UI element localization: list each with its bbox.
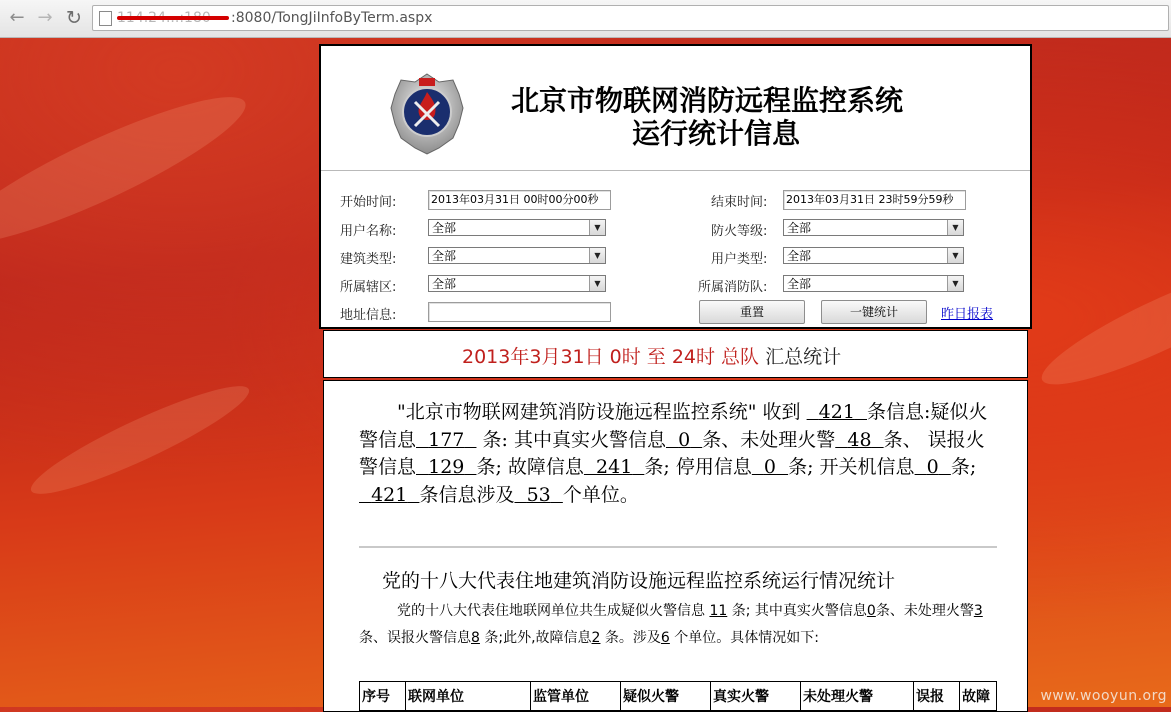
chevron-down-icon[interactable]: ▼: [589, 276, 605, 291]
power-count: 0: [926, 456, 939, 478]
report-text: 条;: [950, 456, 977, 478]
header-divider: [321, 170, 1030, 171]
page-title-line1: 北京市物联网消防远程监控系统: [511, 84, 904, 117]
header-panel: [319, 44, 1032, 329]
fire-brigade-label: 所属消防队:: [698, 280, 768, 295]
congress-suspected-count: 11: [709, 603, 728, 619]
background-streak: [1032, 247, 1171, 402]
report-panel: [323, 380, 1028, 712]
congress-unhandled-count: 3: [973, 603, 983, 619]
congress-text: 个单位。具体情况如下:: [674, 630, 820, 646]
congress-fault-count: 2: [591, 630, 601, 646]
browser-toolbar: [0, 0, 1171, 38]
end-time-label: 结束时间:: [711, 195, 768, 210]
table-header-cell: 未处理火警: [801, 682, 914, 711]
chevron-down-icon[interactable]: ▼: [589, 220, 605, 235]
fire-brigade-select[interactable]: [783, 275, 964, 292]
congress-false-alarm-count: 8: [471, 630, 480, 646]
table-header-cell: 联网单位: [406, 682, 531, 711]
congress-text: 党的十八大代表住地联网单位共生成疑似火警信息: [397, 603, 705, 619]
congress-text: 条、误报火警信息: [359, 630, 471, 646]
url-redaction-mark: [117, 16, 229, 20]
report-text: 条信息涉及: [419, 483, 515, 506]
fire-level-select-value: 全部: [787, 221, 812, 235]
building-type-select[interactable]: [428, 247, 606, 264]
unit-count: 53: [526, 483, 551, 506]
report-text: 条; 开关机信息: [788, 456, 915, 478]
chevron-down-icon[interactable]: ▼: [947, 220, 963, 235]
fire-department-badge-icon: [389, 72, 465, 156]
summary-panel: [323, 330, 1028, 378]
page-icon: [99, 11, 112, 26]
fault-count: 241: [596, 456, 633, 478]
false-alarm-count: 129: [428, 456, 465, 478]
suspected-count: 177: [428, 428, 465, 451]
report-text: 条信息:疑似火警信息: [359, 401, 988, 451]
chevron-down-icon[interactable]: ▼: [947, 248, 963, 263]
congress-real-count: 0: [866, 603, 876, 619]
url-text: :8080/TongJiInfoByTerm.aspx: [231, 10, 433, 26]
background-streak: [23, 371, 257, 509]
table-header-cell: 误报: [914, 682, 960, 711]
user-type-select-value: 全部: [787, 249, 812, 263]
congress-section-title: 党的十八大代表住地建筑消防设施远程监控系统运行情况统计: [382, 570, 896, 592]
end-time-input[interactable]: 2013年03月31日 23时59分59秒: [783, 190, 966, 210]
fire-level-select[interactable]: [783, 219, 964, 236]
start-time-input[interactable]: 2013年03月31日 00时00分00秒: [428, 190, 611, 210]
user-name-select[interactable]: [428, 219, 606, 236]
congress-text: 条; 其中真实火警信息: [731, 603, 867, 619]
unhandled-count: 48: [847, 428, 872, 451]
congress-paragraph: [359, 598, 999, 652]
back-arrow-icon[interactable]: ←: [9, 7, 25, 28]
summary-suffix: 汇总统计: [759, 346, 842, 368]
total-count-2: 421: [371, 483, 408, 506]
report-text: 条、未处理火警: [702, 428, 836, 451]
table-header-cell: 故障: [960, 682, 997, 711]
summary-title: [462, 342, 841, 369]
watermark: www.wooyun.org: [1040, 688, 1167, 704]
background-streak: [0, 75, 258, 265]
district-label: 所属辖区:: [340, 280, 397, 295]
congress-unit-count: 6: [660, 630, 670, 646]
user-name-label: 用户名称:: [340, 224, 397, 239]
start-time-label: 开始时间:: [340, 195, 397, 210]
reset-button[interactable]: 重置: [699, 300, 805, 324]
user-type-select[interactable]: [783, 247, 964, 264]
real-count: 0: [678, 428, 691, 451]
table-header-cell: 疑似火警: [621, 682, 711, 711]
yesterday-report-link[interactable]: 昨日报表: [941, 307, 994, 322]
disabled-count: 0: [763, 456, 777, 478]
report-text: 条: 其中真实火警信息: [482, 428, 666, 451]
forward-arrow-icon[interactable]: →: [37, 7, 53, 28]
building-type-label: 建筑类型:: [340, 252, 397, 267]
chevron-down-icon[interactable]: ▼: [947, 276, 963, 291]
page-title-line2: 运行统计信息: [631, 117, 800, 150]
user-type-label: 用户类型:: [711, 252, 768, 267]
fire-brigade-select-value: 全部: [787, 277, 812, 291]
congress-text: 条;此外,故障信息: [484, 630, 592, 646]
fire-level-label: 防火等级:: [711, 224, 768, 239]
reload-icon[interactable]: ↻: [66, 7, 82, 29]
report-text: "北京市物联网建筑消防设施远程监控系统" 收到: [397, 401, 801, 423]
summary-date-range: 2013年3月31日 0时 至 24时 总队: [462, 346, 760, 368]
table-header-cell: 监管单位: [531, 682, 621, 711]
table-header-cell: 真实火警: [711, 682, 801, 711]
district-select-value: 全部: [432, 277, 457, 291]
chevron-down-icon[interactable]: ▼: [589, 248, 605, 263]
congress-text: 条、未处理火警: [875, 603, 974, 619]
address-input[interactable]: [428, 302, 611, 322]
one-click-stats-button[interactable]: 一键统计: [821, 300, 927, 324]
district-select[interactable]: [428, 275, 606, 292]
congress-text: 条。涉及: [604, 630, 661, 646]
address-bar[interactable]: [92, 5, 1169, 31]
report-text: 个单位。: [562, 483, 639, 506]
report-paragraph: [359, 399, 999, 509]
total-count: 421: [818, 401, 855, 423]
content-divider: [359, 546, 997, 548]
building-type-select-value: 全部: [432, 249, 457, 263]
table-header-row: [360, 682, 997, 711]
user-name-select-value: 全部: [432, 221, 457, 235]
address-label: 地址信息:: [340, 308, 397, 323]
table-header-cell: 序号: [360, 682, 406, 711]
report-text: 条; 停用信息: [644, 456, 752, 478]
report-text: 条、 误报火警信息: [359, 428, 985, 478]
report-text: 条; 故障信息: [476, 456, 584, 478]
